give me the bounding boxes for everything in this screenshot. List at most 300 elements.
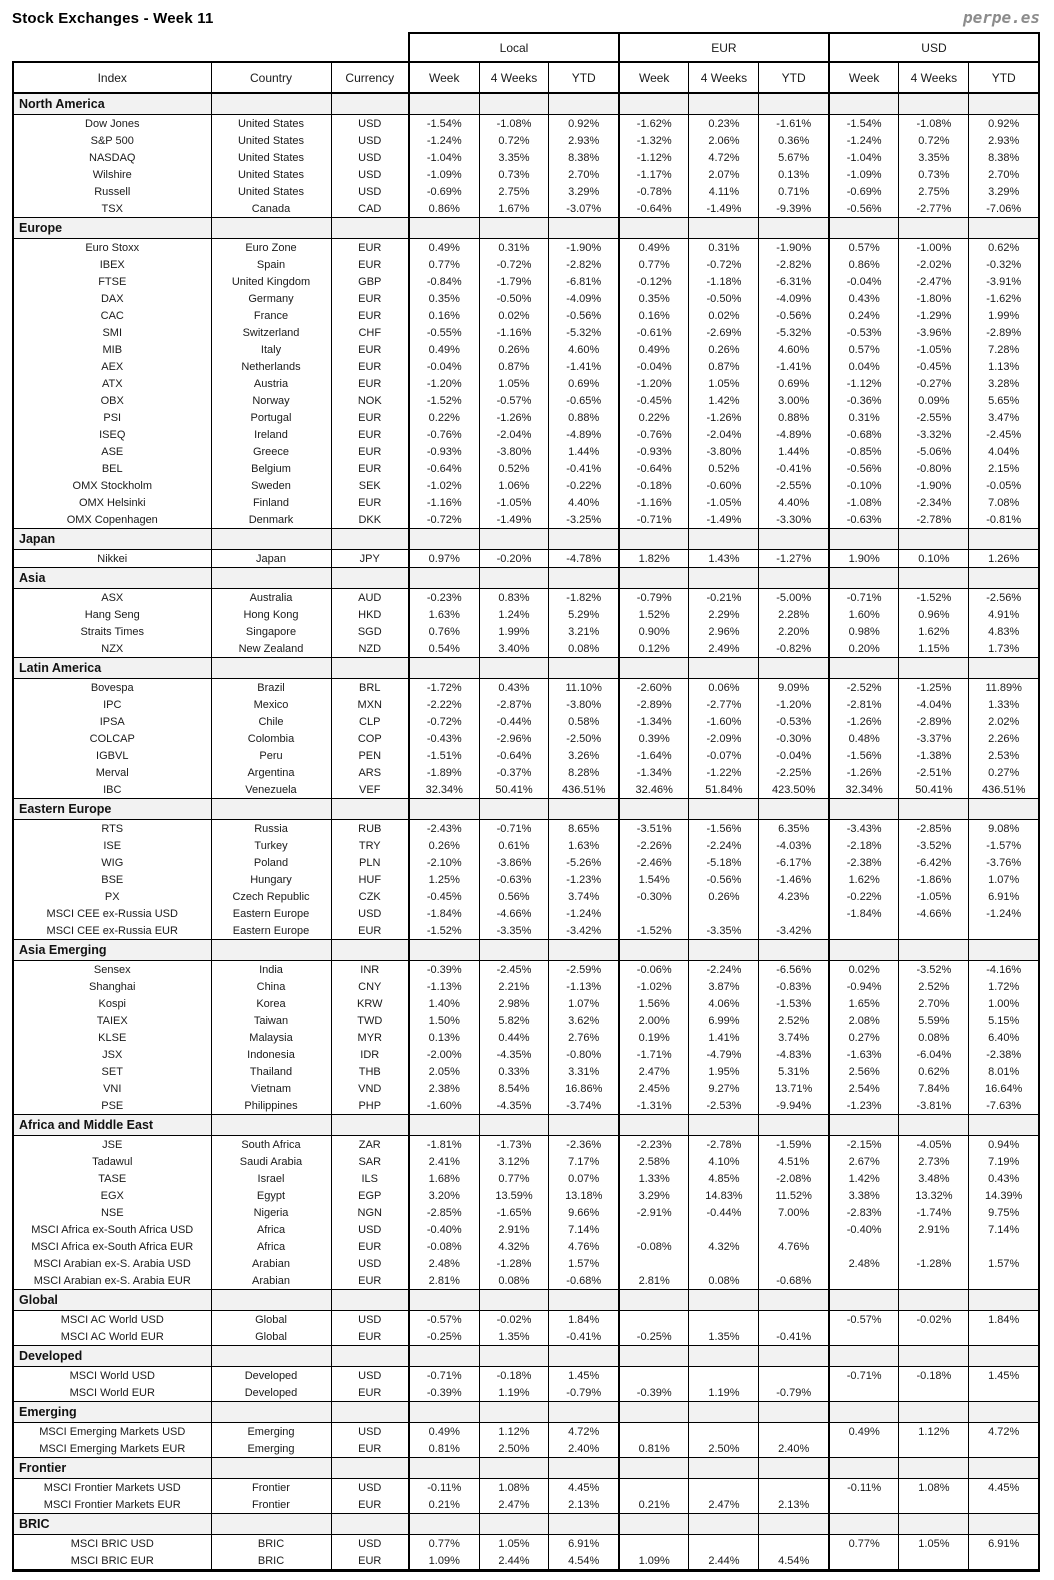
- value-cell: [899, 1328, 969, 1346]
- column-header-row: [13, 62, 1039, 93]
- currency-cell: USD: [331, 1311, 409, 1329]
- section-filler-cell: [331, 218, 409, 239]
- currency-cell: EUR: [331, 1440, 409, 1458]
- value-cell: -3.91%: [969, 273, 1039, 290]
- value-cell: -5.00%: [759, 589, 829, 607]
- currency-cell: NGN: [331, 1204, 409, 1221]
- value-cell: 0.77%: [829, 1535, 899, 1553]
- section-title: Latin America: [13, 658, 211, 679]
- value-cell: 0.57%: [829, 341, 899, 358]
- index-cell: RTS: [13, 820, 211, 838]
- value-cell: -1.22%: [689, 764, 759, 781]
- value-cell: 1.63%: [549, 837, 619, 854]
- value-cell: 1.45%: [969, 1367, 1039, 1385]
- value-cell: -5.18%: [689, 854, 759, 871]
- index-cell: Dow Jones: [13, 115, 211, 133]
- table-row: [13, 1440, 1039, 1458]
- section-filler-cell: [689, 1346, 759, 1367]
- country-cell: Malaysia: [211, 1029, 331, 1046]
- country-cell: Japan: [211, 550, 331, 568]
- section-filler-cell: [549, 1290, 619, 1311]
- value-cell: 2.48%: [829, 1255, 899, 1272]
- value-cell: -1.18%: [689, 273, 759, 290]
- value-cell: 2.38%: [409, 1080, 479, 1097]
- currency-cell: EUR: [331, 1238, 409, 1255]
- value-cell: -0.02%: [479, 1311, 549, 1329]
- table-row: [13, 477, 1039, 494]
- currency-cell: MYR: [331, 1029, 409, 1046]
- group-header-row: [13, 33, 1039, 62]
- value-cell: -0.50%: [689, 290, 759, 307]
- value-cell: 0.26%: [479, 341, 549, 358]
- table-row: [13, 905, 1039, 922]
- section-filler-cell: [829, 1346, 899, 1367]
- value-cell: 1.50%: [409, 1012, 479, 1029]
- country-cell: Norway: [211, 392, 331, 409]
- value-cell: -0.63%: [829, 511, 899, 529]
- value-cell: 4.23%: [759, 888, 829, 905]
- index-cell: DAX: [13, 290, 211, 307]
- value-cell: 1.15%: [899, 640, 969, 658]
- col-header-ytd: YTD: [759, 62, 829, 93]
- value-cell: -1.20%: [759, 696, 829, 713]
- value-cell: 8.38%: [549, 149, 619, 166]
- value-cell: 2.70%: [969, 166, 1039, 183]
- value-cell: 3.31%: [549, 1063, 619, 1080]
- value-cell: -4.83%: [759, 1046, 829, 1063]
- section-filler-cell: [619, 1346, 689, 1367]
- index-cell: IBEX: [13, 256, 211, 273]
- value-cell: -2.23%: [619, 1136, 689, 1154]
- index-cell: Euro Stoxx: [13, 239, 211, 257]
- value-cell: -2.85%: [409, 1204, 479, 1221]
- section-filler-cell: [409, 529, 479, 550]
- country-cell: Nigeria: [211, 1204, 331, 1221]
- value-cell: 0.88%: [759, 409, 829, 426]
- section-filler-cell: [899, 93, 969, 115]
- section-row: [13, 940, 1039, 961]
- currency-cell: EUR: [331, 375, 409, 392]
- value-cell: -3.52%: [899, 961, 969, 979]
- currency-cell: PLN: [331, 854, 409, 871]
- value-cell: 0.49%: [409, 239, 479, 257]
- value-cell: -0.02%: [899, 1311, 969, 1329]
- section-filler-cell: [899, 799, 969, 820]
- country-cell: Frontier: [211, 1479, 331, 1497]
- value-cell: -2.91%: [619, 1204, 689, 1221]
- value-cell: [689, 1367, 759, 1385]
- table-row: [13, 256, 1039, 273]
- value-cell: -0.64%: [619, 200, 689, 218]
- value-cell: -0.23%: [409, 589, 479, 607]
- currency-cell: USD: [331, 115, 409, 133]
- value-cell: 2.75%: [899, 183, 969, 200]
- index-cell: MSCI Emerging Markets EUR: [13, 1440, 211, 1458]
- section-filler-cell: [331, 1346, 409, 1367]
- value-cell: -0.06%: [619, 961, 689, 979]
- value-cell: -0.40%: [409, 1221, 479, 1238]
- value-cell: 5.82%: [479, 1012, 549, 1029]
- table-row: [13, 1136, 1039, 1154]
- value-cell: -0.08%: [619, 1238, 689, 1255]
- country-cell: Hong Kong: [211, 606, 331, 623]
- value-cell: 0.02%: [689, 307, 759, 324]
- value-cell: [829, 1440, 899, 1458]
- value-cell: -0.43%: [409, 730, 479, 747]
- value-cell: -3.76%: [969, 854, 1039, 871]
- value-cell: -0.18%: [619, 477, 689, 494]
- country-cell: Philippines: [211, 1097, 331, 1115]
- value-cell: [899, 1238, 969, 1255]
- value-cell: -0.72%: [409, 713, 479, 730]
- value-cell: 0.52%: [479, 460, 549, 477]
- section-filler-cell: [409, 799, 479, 820]
- value-cell: -5.32%: [759, 324, 829, 341]
- section-filler-cell: [899, 218, 969, 239]
- table-row: [13, 995, 1039, 1012]
- value-cell: 0.73%: [899, 166, 969, 183]
- section-filler-cell: [969, 658, 1039, 679]
- table-row: [13, 1187, 1039, 1204]
- value-cell: 32.34%: [829, 781, 899, 799]
- value-cell: 9.09%: [759, 679, 829, 697]
- value-cell: -1.23%: [549, 871, 619, 888]
- currency-cell: USD: [331, 1535, 409, 1553]
- currency-cell: SGD: [331, 623, 409, 640]
- table-row: [13, 961, 1039, 979]
- value-cell: 0.48%: [829, 730, 899, 747]
- table-row: [13, 183, 1039, 200]
- value-cell: -0.30%: [619, 888, 689, 905]
- value-cell: 4.04%: [969, 443, 1039, 460]
- value-cell: 1.41%: [689, 1029, 759, 1046]
- table-row: [13, 1479, 1039, 1497]
- value-cell: 2.49%: [689, 640, 759, 658]
- value-cell: -1.26%: [829, 713, 899, 730]
- value-cell: 4.45%: [969, 1479, 1039, 1497]
- table-row: [13, 1238, 1039, 1255]
- currency-cell: USD: [331, 149, 409, 166]
- section-filler-cell: [969, 1115, 1039, 1136]
- table-row: [13, 1423, 1039, 1441]
- value-cell: 4.91%: [969, 606, 1039, 623]
- value-cell: -1.34%: [619, 713, 689, 730]
- value-cell: -2.89%: [899, 713, 969, 730]
- section-filler-cell: [689, 568, 759, 589]
- value-cell: 4.76%: [759, 1238, 829, 1255]
- section-row: [13, 1290, 1039, 1311]
- index-cell: PX: [13, 888, 211, 905]
- currency-cell: SEK: [331, 477, 409, 494]
- section-title: Eastern Europe: [13, 799, 211, 820]
- value-cell: -6.04%: [899, 1046, 969, 1063]
- table-row: [13, 888, 1039, 905]
- currency-cell: HKD: [331, 606, 409, 623]
- value-cell: -0.37%: [479, 764, 549, 781]
- index-cell: FTSE: [13, 273, 211, 290]
- col-header-currency: Currency: [331, 62, 409, 93]
- value-cell: 6.40%: [969, 1029, 1039, 1046]
- value-cell: -1.80%: [899, 290, 969, 307]
- value-cell: 2.40%: [549, 1440, 619, 1458]
- section-filler-cell: [829, 1402, 899, 1423]
- country-cell: United States: [211, 183, 331, 200]
- value-cell: -3.07%: [549, 200, 619, 218]
- country-cell: Mexico: [211, 696, 331, 713]
- value-cell: 3.29%: [619, 1187, 689, 1204]
- section-filler-cell: [969, 1514, 1039, 1535]
- currency-cell: NZD: [331, 640, 409, 658]
- index-cell: Russell: [13, 183, 211, 200]
- value-cell: 6.91%: [969, 888, 1039, 905]
- table-row: [13, 358, 1039, 375]
- value-cell: -0.25%: [409, 1328, 479, 1346]
- col-header-ytd: YTD: [969, 62, 1039, 93]
- table-row: [13, 922, 1039, 940]
- country-cell: Finland: [211, 494, 331, 511]
- value-cell: 0.23%: [689, 115, 759, 133]
- value-cell: -0.56%: [759, 307, 829, 324]
- value-cell: -4.03%: [759, 837, 829, 854]
- currency-cell: TRY: [331, 837, 409, 854]
- table-row: [13, 747, 1039, 764]
- country-cell: United States: [211, 115, 331, 133]
- section-filler-cell: [409, 1115, 479, 1136]
- currency-cell: EUR: [331, 426, 409, 443]
- section-filler-cell: [969, 1346, 1039, 1367]
- section-filler-cell: [759, 529, 829, 550]
- value-cell: -1.73%: [479, 1136, 549, 1154]
- value-cell: 0.27%: [969, 764, 1039, 781]
- value-cell: 0.13%: [409, 1029, 479, 1046]
- section-filler-cell: [331, 93, 409, 115]
- section-filler-cell: [759, 940, 829, 961]
- country-cell: Singapore: [211, 623, 331, 640]
- value-cell: -0.55%: [409, 324, 479, 341]
- value-cell: -2.82%: [759, 256, 829, 273]
- section-filler-cell: [211, 799, 331, 820]
- group-header-eur: EUR: [619, 33, 829, 62]
- value-cell: -2.51%: [899, 764, 969, 781]
- currency-cell: BRL: [331, 679, 409, 697]
- country-cell: Developed: [211, 1367, 331, 1385]
- value-cell: -0.79%: [619, 589, 689, 607]
- table-row: [13, 1552, 1039, 1571]
- section-filler-cell: [829, 1514, 899, 1535]
- value-cell: 4.45%: [549, 1479, 619, 1497]
- value-cell: -1.04%: [829, 149, 899, 166]
- currency-cell: PHP: [331, 1097, 409, 1115]
- value-cell: -2.09%: [689, 730, 759, 747]
- section-filler-cell: [619, 940, 689, 961]
- value-cell: -1.08%: [899, 115, 969, 133]
- section-filler-cell: [331, 1290, 409, 1311]
- value-cell: [689, 1221, 759, 1238]
- section-row: [13, 1115, 1039, 1136]
- value-cell: -0.45%: [899, 358, 969, 375]
- value-cell: -0.82%: [759, 640, 829, 658]
- section-filler-cell: [549, 799, 619, 820]
- country-cell: Israel: [211, 1170, 331, 1187]
- value-cell: 1.60%: [829, 606, 899, 623]
- value-cell: 4.72%: [969, 1423, 1039, 1441]
- section-filler-cell: [409, 1514, 479, 1535]
- value-cell: -0.53%: [759, 713, 829, 730]
- section-filler-cell: [759, 1402, 829, 1423]
- value-cell: [689, 1535, 759, 1553]
- value-cell: [759, 1255, 829, 1272]
- value-cell: -2.46%: [619, 854, 689, 871]
- country-cell: Czech Republic: [211, 888, 331, 905]
- currency-cell: INR: [331, 961, 409, 979]
- value-cell: 0.71%: [759, 183, 829, 200]
- country-cell: United States: [211, 149, 331, 166]
- section-filler-cell: [211, 1290, 331, 1311]
- value-cell: 0.39%: [619, 730, 689, 747]
- country-cell: Sweden: [211, 477, 331, 494]
- country-cell: Indonesia: [211, 1046, 331, 1063]
- value-cell: 3.87%: [689, 978, 759, 995]
- value-cell: 5.29%: [549, 606, 619, 623]
- country-cell: South Africa: [211, 1136, 331, 1154]
- country-cell: Emerging: [211, 1423, 331, 1441]
- section-filler-cell: [899, 529, 969, 550]
- value-cell: -1.53%: [759, 995, 829, 1012]
- section-filler-cell: [689, 93, 759, 115]
- currency-cell: KRW: [331, 995, 409, 1012]
- country-cell: Canada: [211, 200, 331, 218]
- section-filler-cell: [759, 799, 829, 820]
- value-cell: -1.61%: [759, 115, 829, 133]
- value-cell: -0.94%: [829, 978, 899, 995]
- value-cell: -1.02%: [619, 978, 689, 995]
- section-row: [13, 658, 1039, 679]
- value-cell: [829, 1238, 899, 1255]
- value-cell: -7.63%: [969, 1097, 1039, 1115]
- value-cell: 8.38%: [969, 149, 1039, 166]
- section-filler-cell: [899, 1115, 969, 1136]
- value-cell: 2.21%: [479, 978, 549, 995]
- currency-cell: NOK: [331, 392, 409, 409]
- value-cell: 1.09%: [409, 1552, 479, 1571]
- value-cell: -0.93%: [619, 443, 689, 460]
- value-cell: -1.24%: [969, 905, 1039, 922]
- value-cell: [969, 1496, 1039, 1514]
- value-cell: 0.43%: [969, 1170, 1039, 1187]
- country-cell: Portugal: [211, 409, 331, 426]
- country-cell: Germany: [211, 290, 331, 307]
- currency-cell: VEF: [331, 781, 409, 799]
- currency-cell: USD: [331, 905, 409, 922]
- section-row: [13, 93, 1039, 115]
- value-cell: 0.44%: [479, 1029, 549, 1046]
- value-cell: 2.56%: [829, 1063, 899, 1080]
- index-cell: Bovespa: [13, 679, 211, 697]
- value-cell: 5.59%: [899, 1012, 969, 1029]
- value-cell: -3.30%: [759, 511, 829, 529]
- value-cell: 1.05%: [899, 1535, 969, 1553]
- value-cell: -1.54%: [829, 115, 899, 133]
- page-title: Stock Exchanges - Week 11: [12, 10, 214, 27]
- section-filler-cell: [969, 799, 1039, 820]
- section-filler-cell: [619, 218, 689, 239]
- value-cell: -0.40%: [829, 1221, 899, 1238]
- value-cell: 16.64%: [969, 1080, 1039, 1097]
- value-cell: 0.35%: [619, 290, 689, 307]
- section-filler-cell: [969, 940, 1039, 961]
- group-header-usd: USD: [829, 33, 1039, 62]
- value-cell: 1.84%: [549, 1311, 619, 1329]
- value-cell: -0.32%: [969, 256, 1039, 273]
- table-row: [13, 409, 1039, 426]
- value-cell: 0.22%: [409, 409, 479, 426]
- section-filler-cell: [689, 1290, 759, 1311]
- value-cell: 2.48%: [409, 1255, 479, 1272]
- value-cell: 1.73%: [969, 640, 1039, 658]
- value-cell: -0.64%: [479, 747, 549, 764]
- value-cell: 0.16%: [409, 307, 479, 324]
- value-cell: 0.43%: [479, 679, 549, 697]
- currency-cell: USD: [331, 166, 409, 183]
- value-cell: 0.09%: [899, 392, 969, 409]
- section-filler-cell: [211, 1458, 331, 1479]
- section-title: Global: [13, 1290, 211, 1311]
- section-filler-cell: [479, 658, 549, 679]
- value-cell: -0.68%: [549, 1272, 619, 1290]
- value-cell: -1.00%: [899, 239, 969, 257]
- value-cell: [689, 1311, 759, 1329]
- section-row: [13, 218, 1039, 239]
- value-cell: 0.22%: [619, 409, 689, 426]
- value-cell: [759, 1311, 829, 1329]
- table-row: [13, 623, 1039, 640]
- value-cell: -1.24%: [549, 905, 619, 922]
- value-cell: -0.71%: [829, 589, 899, 607]
- section-filler-cell: [409, 940, 479, 961]
- value-cell: -1.81%: [409, 1136, 479, 1154]
- section-filler-cell: [211, 1115, 331, 1136]
- table-row: [13, 1272, 1039, 1290]
- value-cell: -0.27%: [899, 375, 969, 392]
- value-cell: 0.77%: [619, 256, 689, 273]
- value-cell: -1.62%: [969, 290, 1039, 307]
- country-cell: Egypt: [211, 1187, 331, 1204]
- table-row: [13, 1097, 1039, 1115]
- value-cell: [829, 1384, 899, 1402]
- table-row: [13, 239, 1039, 257]
- value-cell: -1.52%: [409, 392, 479, 409]
- value-cell: -2.02%: [899, 256, 969, 273]
- value-cell: 0.92%: [969, 115, 1039, 133]
- value-cell: -1.26%: [829, 764, 899, 781]
- currency-cell: USD: [331, 1367, 409, 1385]
- value-cell: 0.35%: [409, 290, 479, 307]
- value-cell: -2.18%: [829, 837, 899, 854]
- value-cell: -0.61%: [619, 324, 689, 341]
- value-cell: 2.47%: [619, 1063, 689, 1080]
- value-cell: [969, 1272, 1039, 1290]
- value-cell: 1.72%: [969, 978, 1039, 995]
- value-cell: -1.24%: [409, 132, 479, 149]
- section-filler-cell: [759, 1346, 829, 1367]
- value-cell: -1.72%: [409, 679, 479, 697]
- value-cell: 1.99%: [479, 623, 549, 640]
- table-row: [13, 494, 1039, 511]
- value-cell: -0.78%: [619, 183, 689, 200]
- index-cell: TAIEX: [13, 1012, 211, 1029]
- value-cell: -1.05%: [899, 888, 969, 905]
- value-cell: 16.86%: [549, 1080, 619, 1097]
